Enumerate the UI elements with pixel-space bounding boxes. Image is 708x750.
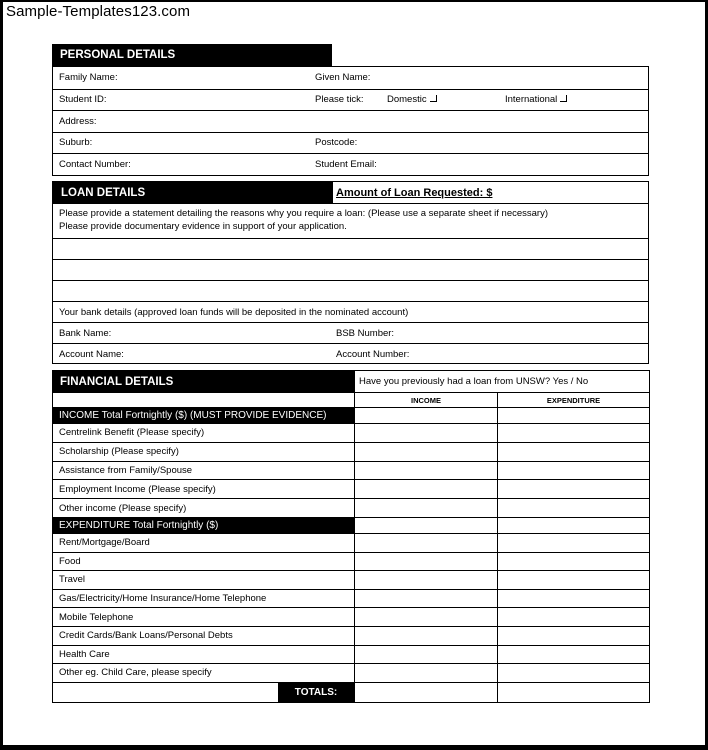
income-section-header: INCOME Total Fortnightly ($) (MUST PROVIDE EVIDENCE) [53, 408, 355, 424]
income-cell[interactable] [355, 571, 498, 590]
loan-reason-line-1[interactable] [53, 238, 648, 259]
totals-label: TOTALS: [278, 683, 354, 702]
row-bank-note [53, 301, 648, 322]
table-row [53, 442, 650, 461]
expenditure-total-cell[interactable] [498, 682, 650, 702]
table-row [53, 589, 650, 608]
loan-statement-instructions [53, 204, 648, 238]
row-label: Rent/Mortgage/Board [53, 533, 355, 552]
loan-amount-field[interactable]: Amount of Loan Requested: $ [336, 186, 493, 199]
income-cell[interactable] [355, 608, 498, 627]
table-row [53, 461, 650, 480]
table-row [53, 626, 650, 645]
row-label: Health Care [53, 645, 355, 664]
domestic-label: Domestic [387, 94, 427, 106]
expenditure-cell[interactable] [498, 571, 650, 590]
expenditure-cell[interactable] [498, 645, 650, 664]
expenditure-cell[interactable] [498, 499, 650, 518]
loan-details-header [53, 182, 333, 203]
international-label: International [505, 94, 558, 106]
checkbox-icon [430, 95, 437, 102]
table-row [53, 552, 650, 571]
income-cell[interactable] [355, 552, 498, 571]
account-number-field[interactable]: Account Number: [336, 348, 410, 360]
expenditure-cell[interactable] [498, 533, 650, 552]
expenditure-header-row [53, 517, 650, 533]
personal-details-section [52, 44, 649, 176]
expenditure-cell[interactable] [498, 552, 650, 571]
income-header-row [53, 408, 650, 424]
column-header-expenditure: EXPENDITURE [498, 393, 650, 408]
financial-table [52, 370, 650, 703]
income-cell[interactable] [355, 424, 498, 443]
expenditure-cell[interactable] [498, 589, 650, 608]
row-contact [53, 153, 648, 174]
row-suburb [53, 132, 648, 154]
column-header-income: INCOME [355, 393, 498, 408]
please-tick-label: Please tick: [315, 94, 364, 106]
bsb-number-field[interactable]: BSB Number: [336, 327, 395, 339]
expenditure-cell[interactable] [498, 626, 650, 645]
bank-details-note: Your bank details (approved loan funds will be deposited in the nominated account) [59, 306, 409, 318]
blank-cell [53, 393, 355, 408]
student-id-field[interactable]: Student ID: [59, 94, 107, 106]
income-cell[interactable] [355, 533, 498, 552]
suburb-field[interactable]: Suburb: [59, 137, 93, 149]
income-cell[interactable] [355, 626, 498, 645]
domestic-checkbox[interactable] [387, 94, 437, 105]
income-cell[interactable] [355, 408, 498, 424]
row-label: Travel [53, 571, 355, 590]
watermark: Sample-Templates123.com [6, 3, 191, 20]
row-label: Gas/Electricity/Home Insurance/Home Telephone [53, 589, 355, 608]
expenditure-rows [53, 533, 650, 682]
row-label: Food [53, 552, 355, 571]
loan-reason-line-2[interactable] [53, 259, 648, 280]
table-row [53, 424, 650, 443]
table-row [53, 499, 650, 518]
row-label: Employment Income (Please specify) [53, 480, 355, 499]
column-header-row [53, 393, 650, 408]
personal-details-header [52, 44, 332, 66]
table-row [53, 571, 650, 590]
row-account [53, 343, 648, 364]
income-rows [53, 424, 650, 518]
loan-details-section [52, 181, 649, 364]
personal-details-title: PERSONAL DETAILS [60, 49, 176, 61]
previous-loan-question[interactable]: Have you previously had a loan from UNSW? Yes / No [355, 371, 650, 393]
expenditure-section-header: EXPENDITURE Total Fortnightly ($) [53, 517, 355, 533]
expenditure-cell[interactable] [498, 408, 650, 424]
row-label: Other eg. Child Care, please specify [53, 664, 355, 683]
income-cell[interactable] [355, 664, 498, 683]
row-label: Other income (Please specify) [53, 499, 355, 518]
income-cell[interactable] [355, 480, 498, 499]
bank-name-field[interactable]: Bank Name: [59, 327, 112, 339]
financial-header-row [53, 371, 650, 393]
row-address [53, 110, 648, 132]
checkbox-icon [560, 95, 567, 102]
row-family-name [53, 67, 648, 89]
expenditure-cell[interactable] [498, 517, 650, 533]
expenditure-cell[interactable] [498, 664, 650, 683]
row-label: Credit Cards/Bank Loans/Personal Debts [53, 626, 355, 645]
row-label: Centrelink Benefit (Please specify) [53, 424, 355, 443]
table-row [53, 533, 650, 552]
loan-details-header-row [53, 182, 648, 204]
statement-line-2: Please provide documentary evidence in support of your application. [59, 220, 347, 232]
expenditure-cell[interactable] [498, 442, 650, 461]
account-name-field[interactable]: Account Name: [59, 348, 124, 360]
table-row [53, 645, 650, 664]
row-label: Scholarship (Please specify) [53, 442, 355, 461]
expenditure-cell[interactable] [498, 480, 650, 499]
income-cell[interactable] [355, 461, 498, 480]
row-label: Assistance from Family/Spouse [53, 461, 355, 480]
row-student-id [53, 89, 648, 111]
student-email-field[interactable]: Student Email: [315, 158, 377, 170]
given-name-field[interactable]: Given Name: [315, 72, 371, 84]
loan-details-title: LOAN DETAILS [61, 186, 146, 199]
income-cell[interactable] [355, 499, 498, 518]
address-field[interactable]: Address: [59, 115, 97, 127]
statement-line-1: Please provide a statement detailing the reasons why you require a loan: (Please use a separate sheet if necessary) [59, 208, 549, 219]
loan-reason-line-3[interactable] [53, 280, 648, 301]
income-cell[interactable] [355, 442, 498, 461]
income-total-cell[interactable] [355, 682, 498, 702]
international-checkbox[interactable] [505, 94, 567, 105]
expenditure-cell[interactable] [498, 461, 650, 480]
family-name-field[interactable]: Family Name: [59, 72, 118, 84]
financial-details-title: FINANCIAL DETAILS [53, 371, 355, 393]
financial-details-section [52, 370, 649, 703]
totals-row [53, 682, 650, 702]
expenditure-cell[interactable] [498, 424, 650, 443]
table-row [53, 664, 650, 683]
postcode-field[interactable]: Postcode: [315, 137, 358, 149]
income-cell[interactable] [355, 589, 498, 608]
income-cell[interactable] [355, 645, 498, 664]
personal-details-box [52, 66, 649, 176]
row-bank-name [53, 322, 648, 343]
expenditure-cell[interactable] [498, 608, 650, 627]
table-row [53, 480, 650, 499]
totals-label-cell [53, 682, 355, 702]
table-row [53, 608, 650, 627]
contact-number-field[interactable]: Contact Number: [59, 158, 131, 170]
row-label: Mobile Telephone [53, 608, 355, 627]
income-cell[interactable] [355, 517, 498, 533]
